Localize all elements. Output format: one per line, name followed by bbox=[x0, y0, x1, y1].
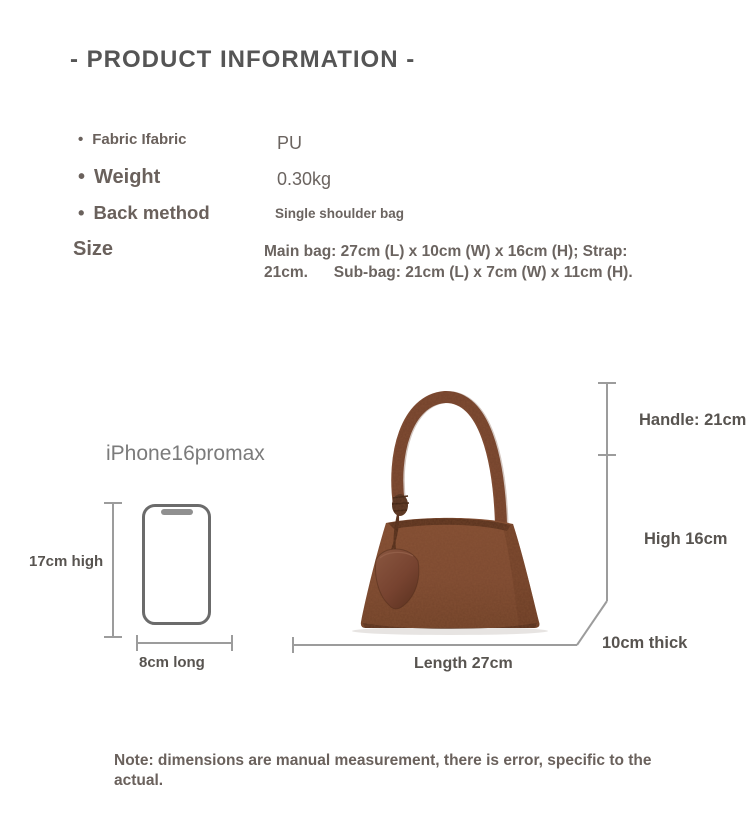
bag-height-measure-label: High 16cm bbox=[644, 530, 728, 548]
bullet-icon: • bbox=[78, 131, 84, 148]
bullet-icon: • bbox=[78, 202, 85, 223]
spec-label-text: Fabric Ifabric bbox=[92, 131, 187, 148]
spec-value-back-method: Single shoulder bag bbox=[275, 206, 405, 221]
bag-handle-shading bbox=[399, 397, 503, 524]
note-line-1: Note: dimensions are manual measurement, there is error, specific to the bbox=[114, 752, 652, 769]
size-value-line-2: 21cm. Sub-bag: 21cm (L) x 7cm (W) x 11cm (H). bbox=[264, 264, 633, 281]
spec-label-text: Size bbox=[73, 238, 114, 260]
size-value-line-1: Main bag: 27cm (L) x 10cm (W) x 16cm (H); Strap: bbox=[264, 243, 628, 260]
spec-value-fabric: PU bbox=[277, 133, 303, 153]
spec-value-weight: 0.30kg bbox=[277, 169, 332, 189]
bullet-icon: • bbox=[78, 166, 86, 188]
spec-label-text: Weight bbox=[94, 166, 161, 188]
phone-measure-lines bbox=[104, 503, 232, 651]
phone-comparison-label: iPhone16promax bbox=[106, 442, 265, 465]
page-title: - PRODUCT INFORMATION - bbox=[70, 46, 416, 73]
phone-height-label: 17cm high bbox=[29, 553, 104, 570]
bag-handle-measure-label: Handle: 21cm bbox=[639, 411, 747, 429]
phone-width-label: 8cm long bbox=[139, 654, 205, 671]
handbag-illustration bbox=[352, 397, 548, 635]
bag-length-measure-label: Length 27cm bbox=[414, 655, 513, 672]
note-line-2: actual. bbox=[114, 771, 164, 789]
measurement-note bbox=[114, 751, 674, 790]
spec-label-text: Back method bbox=[93, 202, 210, 223]
bag-depth-measure-label: 10cm thick bbox=[602, 634, 688, 652]
